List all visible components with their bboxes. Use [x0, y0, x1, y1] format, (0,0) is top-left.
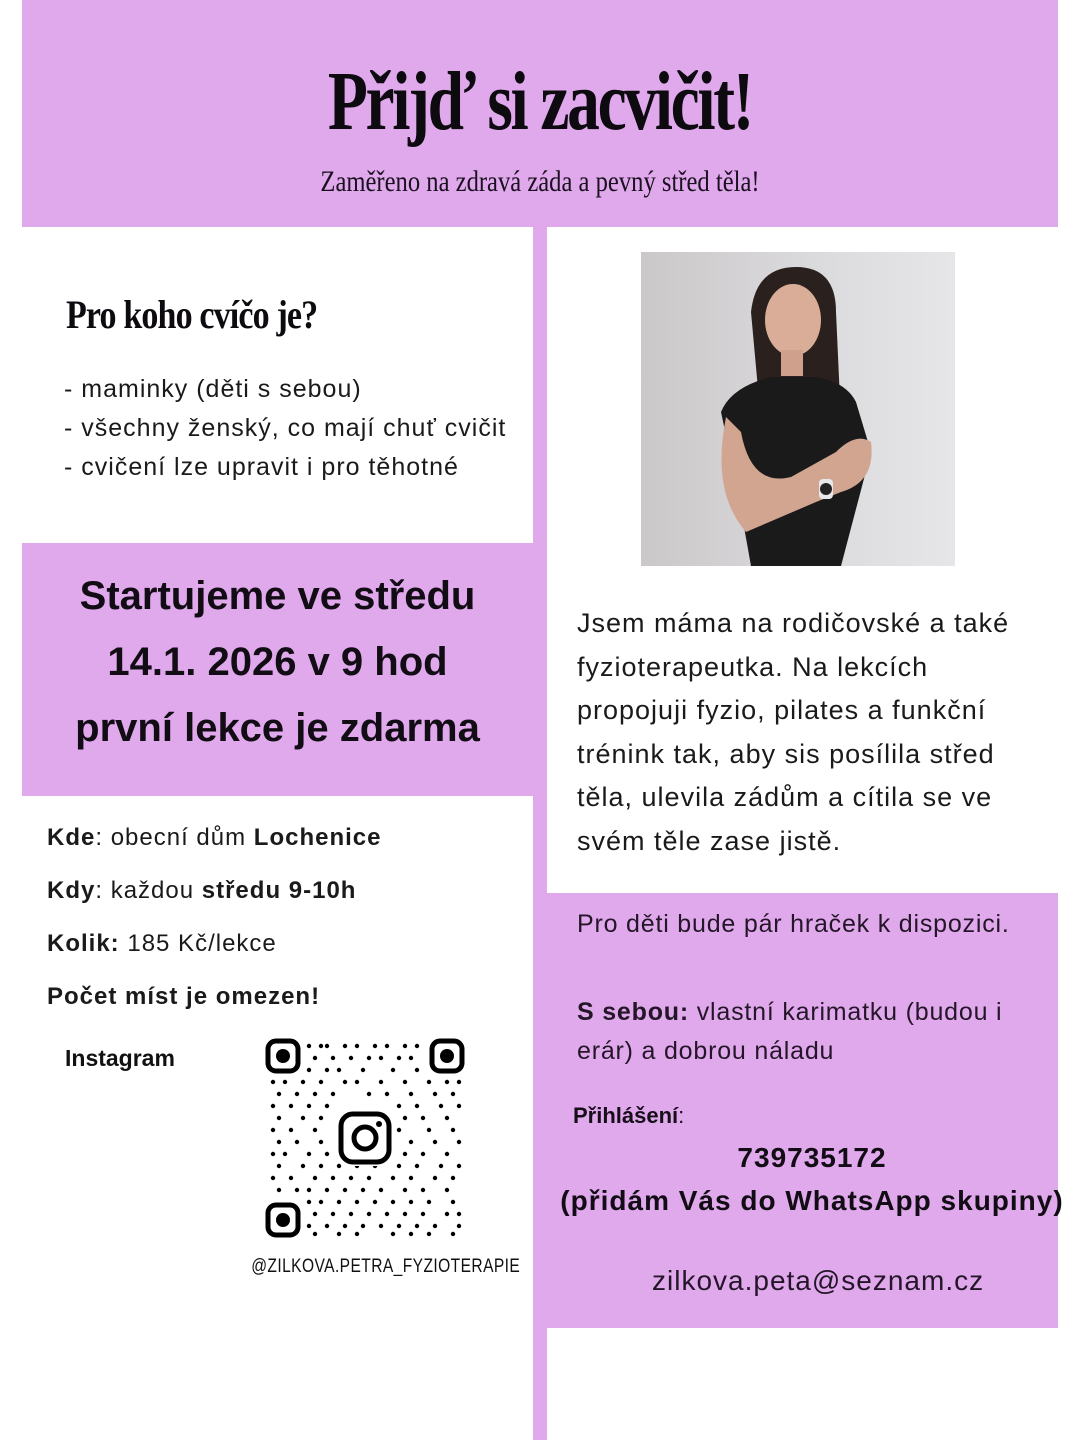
when-value: každou	[110, 877, 195, 904]
where-value: obecní dům	[110, 824, 247, 851]
header-banner	[22, 0, 1058, 227]
page-subtitle: Zaměřeno na zdravá záda a pevný střed těla!	[320, 165, 760, 198]
audience-heading: Pro koho cvíčo je?	[66, 292, 318, 337]
detail-price	[47, 930, 277, 958]
bring-label: S sebou:	[577, 998, 689, 1026]
portrait-photo	[641, 252, 955, 566]
instagram-qr-code[interactable]	[265, 1038, 465, 1238]
audience-item: - všechny ženský, co mají chuť cvičit	[64, 414, 507, 442]
info-box	[547, 893, 1064, 1328]
signup-label: Přihlášení:	[573, 1103, 685, 1128]
whatsapp-note: (přidám Vás do WhatsApp skupiny)	[560, 1185, 1064, 1216]
detail-where: Kde: obecní dům Lochenice	[47, 824, 382, 851]
capacity-note	[47, 983, 320, 1011]
start-announcement	[22, 563, 533, 761]
where-place: Lochenice	[253, 824, 382, 851]
page-title: Přijď si zacvičit!	[327, 55, 753, 148]
audience-item: - maminky (děti s sebou)	[64, 375, 362, 403]
audience-item: - cvičení lze upravit i pro těhotné	[64, 453, 459, 481]
divider-strip	[533, 227, 547, 1440]
when-time: středu 9-10h	[201, 877, 357, 904]
price-label: Kolik:	[47, 930, 120, 957]
bio-text: Jsem máma na rodičovské a také fyzioterapeutka. Na lekcích propojuji fyzio, pilates a funkční trénink tak, aby sis posílila střed těla, ulevila zádům a cítila se ve svém těle zase jistě.	[577, 608, 1010, 856]
start-line: Startujeme ve středu	[79, 574, 476, 618]
phone-number[interactable]: 739735172	[737, 1142, 887, 1173]
kids-note: Pro děti bude pár hraček k dispozici.	[577, 910, 1010, 938]
instagram-label: Instagram	[65, 1045, 175, 1071]
start-announcement-band	[22, 543, 533, 796]
instagram-icon	[337, 1110, 393, 1166]
email-address[interactable]: zilkova.peta@seznam.cz	[652, 1265, 985, 1296]
price-value: 185 Kč/lekce	[127, 930, 277, 957]
instagram-handle[interactable]: @ZILKOVA.PETRA_FYZIOTERAPIE	[251, 1256, 521, 1277]
bring-note	[577, 993, 1047, 1071]
audience-list	[64, 370, 524, 487]
detail-when: Kdy: každou středu 9-10h	[47, 877, 357, 904]
when-label: Kdy	[47, 877, 96, 904]
signup-label-text: Přihlášení	[573, 1103, 679, 1128]
start-line: 14.1. 2026 v 9 hod	[107, 640, 448, 684]
bring-value: vlastní karimatku (budou i erár) a dobrou náladu	[577, 998, 1003, 1065]
where-label: Kde	[47, 824, 96, 851]
start-line: první lekce je zdarma	[75, 706, 480, 750]
capacity-text: Počet míst je omezen!	[47, 983, 321, 1010]
